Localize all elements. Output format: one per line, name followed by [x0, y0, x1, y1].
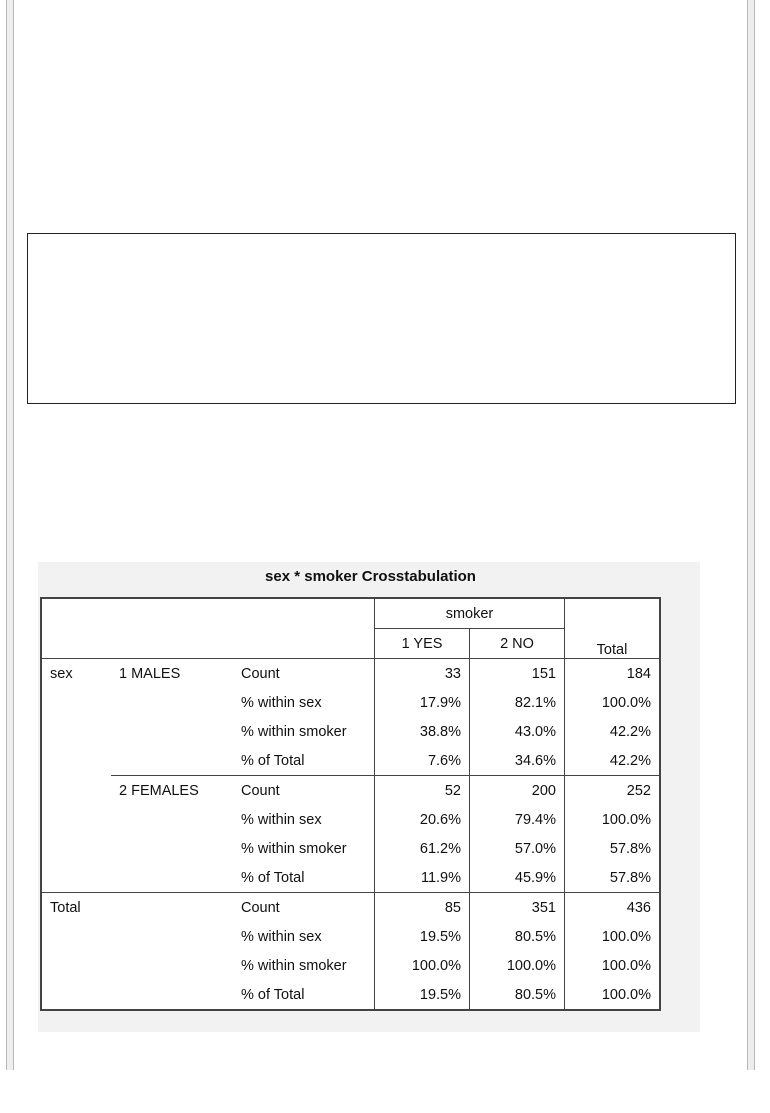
header-yes: 1 YES	[375, 629, 470, 659]
cell-yes: 11.9%	[375, 863, 470, 893]
table-body	[41, 659, 660, 1011]
cell-yes: 20.6%	[375, 805, 470, 834]
cell-yes: 33	[375, 659, 470, 689]
left-page-border	[6, 0, 14, 1070]
table-row	[41, 688, 660, 717]
cell-yes: 52	[375, 776, 470, 806]
group-label	[111, 951, 233, 980]
group-label	[111, 834, 233, 863]
header-corner	[41, 598, 375, 659]
stat-label: Count	[233, 776, 375, 806]
empty-text-box	[27, 233, 736, 404]
table-row	[41, 776, 660, 806]
cell-total: 100.0%	[601, 811, 651, 828]
table-title: sex * smoker Crosstabulation	[265, 568, 476, 585]
cell-no: 151	[470, 659, 565, 689]
total-label	[41, 951, 111, 980]
cell-no: 57.0%	[470, 834, 565, 863]
table-row	[41, 863, 660, 893]
row-variable	[41, 746, 111, 776]
cell-total: 42.2%	[609, 723, 651, 740]
table-row	[41, 717, 660, 746]
right-page-border	[747, 0, 755, 1070]
stat-label: % within smoker	[233, 834, 375, 863]
total-label	[41, 922, 111, 951]
cell-no: 79.4%	[470, 805, 565, 834]
cell-yes: 19.5%	[375, 980, 470, 1010]
cell-yes: 17.9%	[375, 688, 470, 717]
stat-label: % of Total	[233, 746, 375, 776]
cell-yes: 100.0%	[375, 951, 470, 980]
table-row	[41, 980, 660, 1010]
cell-no: 80.5%	[470, 922, 565, 951]
header-row-1	[41, 598, 660, 629]
row-variable	[41, 776, 111, 806]
group-label	[111, 922, 233, 951]
table-row	[41, 746, 660, 776]
cell-no: 45.9%	[470, 863, 565, 893]
stat-label: Count	[233, 659, 375, 689]
header-smoker: smoker	[375, 598, 565, 629]
row-variable	[41, 717, 111, 746]
stat-label: % within sex	[233, 922, 375, 951]
cell-total: 100.0%	[601, 694, 651, 711]
cell-yes: 85	[375, 893, 470, 923]
group-label	[111, 746, 233, 776]
header-total: Total	[565, 598, 661, 659]
cell-no: 200	[470, 776, 565, 806]
cell-no: 80.5%	[470, 980, 565, 1010]
row-variable	[41, 688, 111, 717]
cell-no: 351	[470, 893, 565, 923]
cell-total: 252	[565, 776, 661, 806]
table-row	[41, 805, 660, 834]
table-row	[41, 893, 660, 923]
group-label: 2 FEMALES	[111, 776, 233, 806]
stat-label: % of Total	[233, 863, 375, 893]
group-label	[111, 863, 233, 893]
row-variable	[41, 863, 111, 893]
cell-no: 100.0%	[470, 951, 565, 980]
stat-label: % within sex	[233, 805, 375, 834]
total-label: Total	[41, 893, 111, 923]
stat-label: % of Total	[233, 980, 375, 1010]
cell-total: 100.0%	[601, 928, 651, 945]
total-label	[41, 980, 111, 1010]
crosstab-figure	[38, 562, 700, 1032]
cell-total: 57.8%	[609, 840, 651, 857]
stat-label: Count	[233, 893, 375, 923]
table-row	[41, 659, 660, 689]
cell-yes: 38.8%	[375, 717, 470, 746]
cell-total: 184	[626, 665, 651, 682]
cell-total: 100.0%	[601, 957, 651, 974]
cell-yes: 19.5%	[375, 922, 470, 951]
cell-yes: 7.6%	[375, 746, 470, 776]
stat-label: % within sex	[233, 688, 375, 717]
group-label	[111, 717, 233, 746]
stat-label: % within smoker	[233, 717, 375, 746]
group-label	[111, 893, 233, 923]
table-row	[41, 834, 660, 863]
cell-total: 57.8%	[609, 869, 651, 886]
cell-no: 34.6%	[470, 746, 565, 776]
cell-no: 43.0%	[470, 717, 565, 746]
row-variable	[41, 834, 111, 863]
group-label: 1 MALES	[119, 665, 181, 682]
cell-total: 42.2%	[609, 752, 651, 769]
cell-yes: 61.2%	[375, 834, 470, 863]
table-row	[41, 951, 660, 980]
header-no: 2 NO	[470, 629, 565, 659]
group-label	[111, 980, 233, 1010]
row-variable: sex	[50, 665, 73, 682]
row-variable	[41, 805, 111, 834]
stat-label: % within smoker	[233, 951, 375, 980]
group-label	[111, 688, 233, 717]
cell-total: 436	[565, 893, 661, 923]
table-row	[41, 922, 660, 951]
cell-total: 100.0%	[601, 986, 651, 1003]
group-label	[111, 805, 233, 834]
crosstab-table	[40, 597, 661, 1011]
cell-no: 82.1%	[470, 688, 565, 717]
